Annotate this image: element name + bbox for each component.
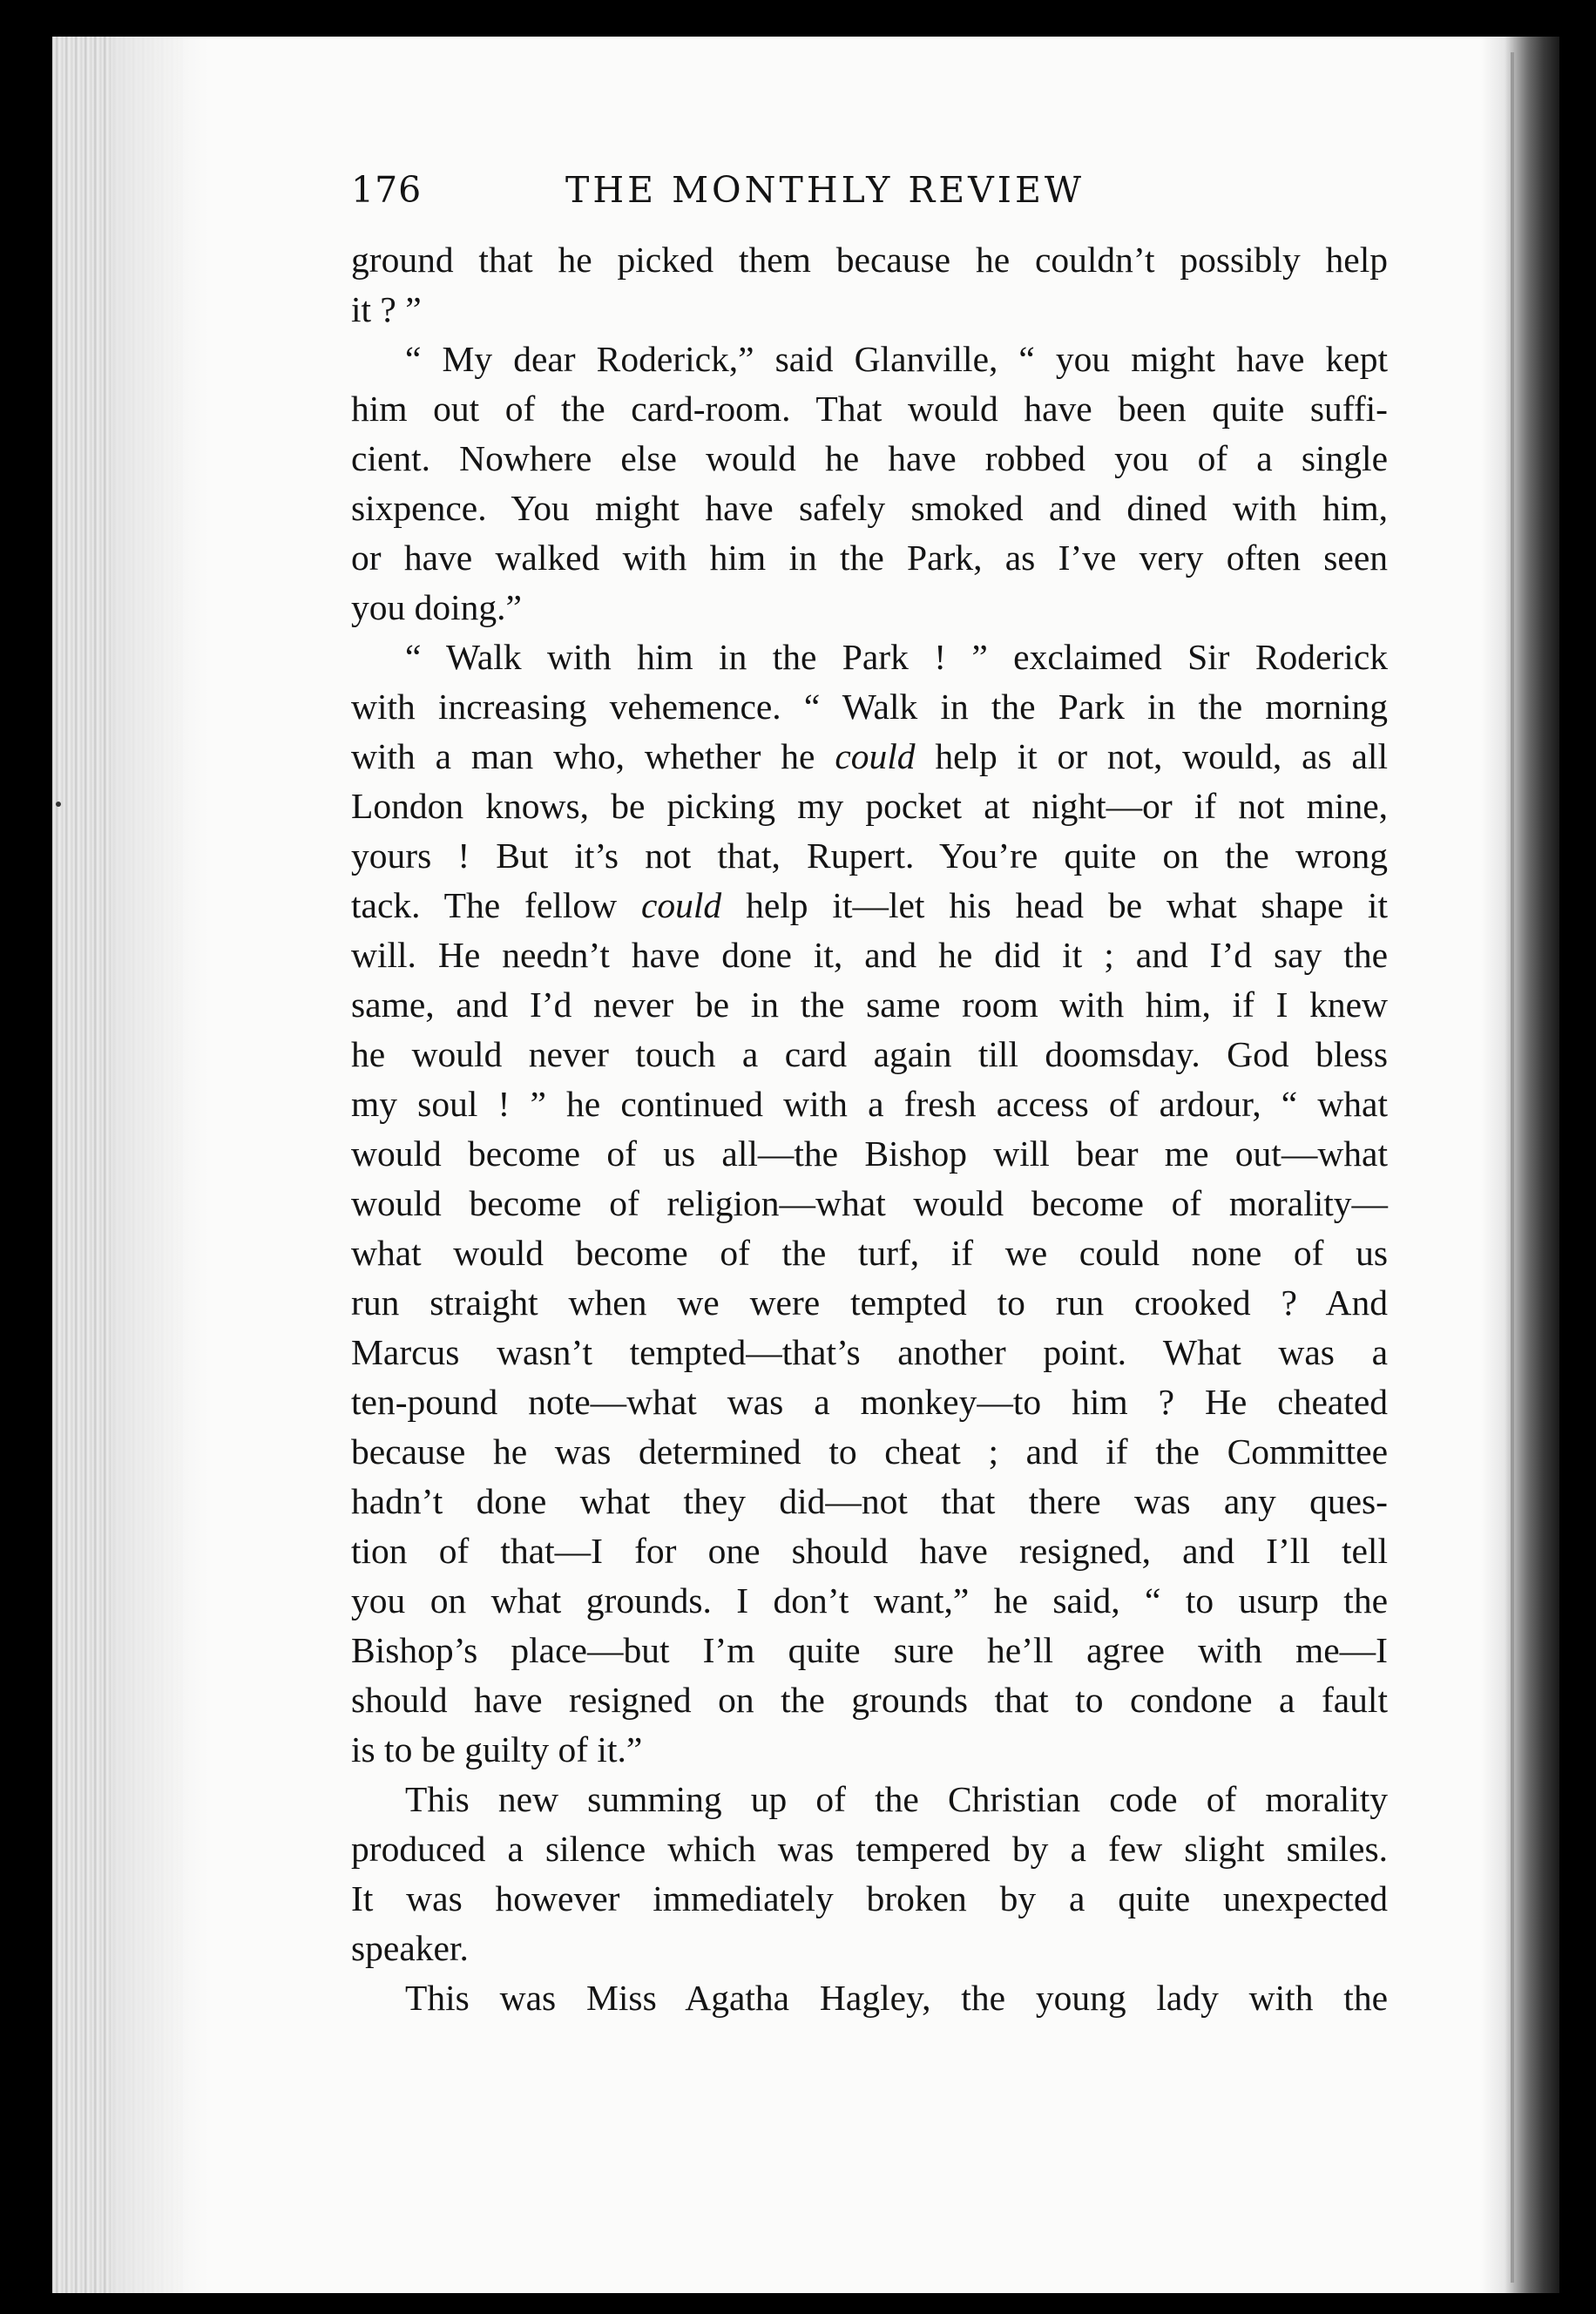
- running-head: THE MONTHLY REVIEW: [565, 169, 1085, 211]
- text-line: with a man who, whether he could help it or not, would, as all: [351, 736, 1388, 776]
- text-line: you on what grounds. I don’t want,” he said, “ to usurp the: [351, 1580, 1388, 1620]
- text-line: tion of that—I for one should have resigned, and I’ll tell: [351, 1531, 1388, 1571]
- text-line: same, and I’d never be in the same room with him, if I knew: [351, 984, 1388, 1025]
- text-line: cient. Nowhere else would he have robbed you of a single: [351, 438, 1388, 478]
- text-line: you doing.”: [351, 587, 522, 627]
- text-line: because he was determined to cheat ; and if the Committee: [351, 1431, 1388, 1472]
- italic-word: could: [640, 885, 722, 925]
- text-line: ten-pound note—what was a monkey—to him ? He cheated: [351, 1382, 1388, 1422]
- text-line: ground that he picked them because he couldn’t possibly help: [351, 240, 1388, 280]
- text-line: or have walked with him in the Park, as I’ve very often seen: [351, 538, 1388, 578]
- text-line: This new summing up of the Christian code of morality: [405, 1779, 1388, 1819]
- text-line: produced a silence which was tempered by a few slight smiles.: [351, 1829, 1388, 1869]
- italic-word: could: [835, 736, 916, 776]
- text-line: It was however immediately broken by a quite unexpected: [351, 1878, 1388, 1918]
- text-line: tack. The fellow could help it—let his head be what shape it: [351, 885, 1388, 925]
- text-line: Marcus wasn’t tempted—that’s another point. What was a: [351, 1332, 1388, 1372]
- text-line: “ Walk with him in the Park ! ” exclaimed Sir Roderick: [405, 637, 1388, 677]
- text-line: is to be guilty of it.”: [351, 1729, 643, 1769]
- gutter-line: [1511, 52, 1514, 2283]
- margin-speck: [56, 802, 61, 807]
- text-line: hadn’t done what they did—not that there was any ques-: [351, 1481, 1388, 1521]
- page-edges-fade: [113, 37, 209, 2293]
- text-line: would become of religion—what would become of morality—: [351, 1183, 1388, 1223]
- text-line: should have resigned on the grounds that to condone a fault: [351, 1680, 1388, 1720]
- text-line: “ My dear Roderick,” said Glanville, “ you might have kept: [405, 339, 1388, 379]
- text-line: London knows, be picking my pocket at night—or if not mine,: [351, 786, 1388, 826]
- text-line: speaker.: [351, 1928, 469, 1968]
- text-line: my soul ! ” he continued with a fresh access of ardour, “ what: [351, 1084, 1388, 1124]
- text-line: would become of us all—the Bishop will bear me out—what: [351, 1133, 1388, 1174]
- text-line: with increasing vehemence. “ Walk in the Park in the morning: [351, 687, 1388, 727]
- page-header: [351, 167, 1396, 220]
- text-line: This was Miss Agatha Hagley, the young lady with the: [405, 1978, 1388, 2018]
- page-number: 176: [351, 169, 423, 211]
- text-line: it ? ”: [351, 289, 422, 329]
- text-line: what would become of the turf, if we could none of us: [351, 1233, 1388, 1273]
- text-line: sixpence. You might have safely smoked and dined with him,: [351, 488, 1388, 528]
- text-line: he would never touch a card again till doomsday. God bless: [351, 1034, 1388, 1074]
- text-line: him out of the card-room. That would have been quite suffi-: [351, 389, 1388, 429]
- text-line: yours ! But it’s not that, Rupert. You’re quite on the wrong: [351, 836, 1388, 876]
- text-line: run straight when we were tempted to run crooked ? And: [351, 1282, 1388, 1323]
- binding-gutter: [1481, 37, 1559, 2293]
- text-line: will. He needn’t have done it, and he did it ; and I’d say the: [351, 935, 1388, 975]
- body-text: [351, 235, 1388, 2023]
- text-line: Bishop’s place—but I’m quite sure he’ll agree with me—I: [351, 1630, 1388, 1670]
